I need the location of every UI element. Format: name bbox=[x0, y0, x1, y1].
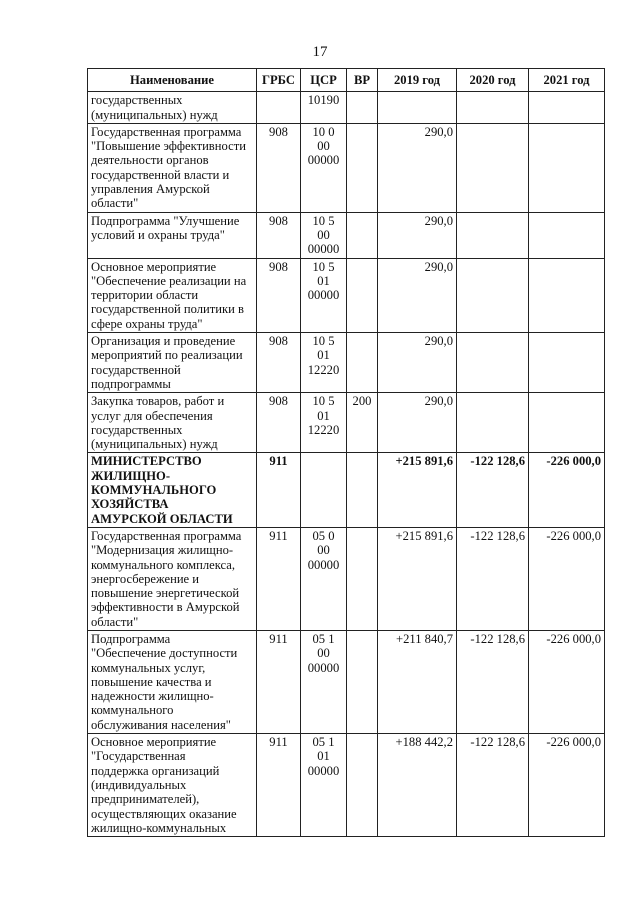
table-row bbox=[88, 92, 605, 124]
cell-csr: 10 0 00 00000 bbox=[301, 123, 347, 212]
cell-2021: -226 000,0 bbox=[529, 453, 605, 527]
table-row bbox=[88, 453, 605, 527]
header-vr: ВР bbox=[347, 69, 378, 92]
header-2019: 2019 год bbox=[378, 69, 457, 92]
cell-2020: -122 128,6 bbox=[457, 453, 529, 527]
cell-2019: +188 442,2 bbox=[378, 734, 457, 837]
header-grbs: ГРБС bbox=[257, 69, 301, 92]
table-row bbox=[88, 527, 605, 630]
cell-2021 bbox=[529, 258, 605, 332]
table-header-row bbox=[88, 69, 605, 92]
cell-csr: 10 5 01 12220 bbox=[301, 393, 347, 453]
cell-2020 bbox=[457, 92, 529, 124]
cell-2020 bbox=[457, 212, 529, 258]
cell-2021 bbox=[529, 212, 605, 258]
cell-csr: 05 0 00 00000 bbox=[301, 527, 347, 630]
cell-csr bbox=[301, 453, 347, 527]
cell-vr bbox=[347, 92, 378, 124]
cell-grbs: 908 bbox=[257, 333, 301, 393]
cell-2019: +211 840,7 bbox=[378, 630, 457, 733]
cell-2019: +215 891,6 bbox=[378, 527, 457, 630]
table-row bbox=[88, 734, 605, 837]
table-row bbox=[88, 258, 605, 332]
cell-name: МИНИСТЕРСТВО ЖИЛИЩНО- КОММУНАЛЬНОГО ХОЗЯЙСТВА АМУРСКОЙ ОБЛАСТИ bbox=[88, 453, 257, 527]
cell-2019: 290,0 bbox=[378, 393, 457, 453]
cell-vr bbox=[347, 527, 378, 630]
cell-2021 bbox=[529, 393, 605, 453]
cell-vr bbox=[347, 258, 378, 332]
header-2021: 2021 год bbox=[529, 69, 605, 92]
cell-2019: 290,0 bbox=[378, 123, 457, 212]
cell-vr bbox=[347, 333, 378, 393]
cell-grbs: 911 bbox=[257, 630, 301, 733]
cell-csr: 10 5 00 00000 bbox=[301, 212, 347, 258]
cell-grbs: 911 bbox=[257, 527, 301, 630]
cell-grbs: 908 bbox=[257, 212, 301, 258]
table-row bbox=[88, 212, 605, 258]
cell-2020 bbox=[457, 393, 529, 453]
cell-2019: 290,0 bbox=[378, 333, 457, 393]
cell-csr: 10 5 01 00000 bbox=[301, 258, 347, 332]
header-csr: ЦСР bbox=[301, 69, 347, 92]
header-2020: 2020 год bbox=[457, 69, 529, 92]
cell-name: Государственная программа "Модернизация жилищно- коммунального комплекса, энергосбережение и повышение энергетической эффективности в Амурской области" bbox=[88, 527, 257, 630]
cell-name: Основное мероприятие "Обеспечение реализации на территории области государственной политики в сфере охраны труда" bbox=[88, 258, 257, 332]
cell-name: государственных (муниципальных) нужд bbox=[88, 92, 257, 124]
cell-2021: -226 000,0 bbox=[529, 734, 605, 837]
cell-name: Подпрограмма "Обеспечение доступности коммунальных услуг, повышение качества и надежности жилищно- коммунального обслуживания населения" bbox=[88, 630, 257, 733]
cell-grbs: 911 bbox=[257, 734, 301, 837]
table-row bbox=[88, 393, 605, 453]
cell-csr: 05 1 01 00000 bbox=[301, 734, 347, 837]
cell-grbs: 911 bbox=[257, 453, 301, 527]
header-name: Наименование bbox=[88, 69, 257, 92]
cell-vr bbox=[347, 630, 378, 733]
cell-grbs: 908 bbox=[257, 393, 301, 453]
cell-csr: 10190 bbox=[301, 92, 347, 124]
cell-2020: -122 128,6 bbox=[457, 630, 529, 733]
cell-2021 bbox=[529, 92, 605, 124]
cell-vr bbox=[347, 123, 378, 212]
cell-name: Основное мероприятие "Государственная поддержка организаций (индивидуальных предпринимателей), осуществляющих оказание жилищно-коммунальных bbox=[88, 734, 257, 837]
cell-2021 bbox=[529, 123, 605, 212]
cell-2020 bbox=[457, 258, 529, 332]
cell-2020 bbox=[457, 123, 529, 212]
cell-2021: -226 000,0 bbox=[529, 527, 605, 630]
cell-2021 bbox=[529, 333, 605, 393]
cell-2020: -122 128,6 bbox=[457, 527, 529, 630]
cell-2021: -226 000,0 bbox=[529, 630, 605, 733]
cell-grbs: 908 bbox=[257, 258, 301, 332]
cell-name: Организация и проведение мероприятий по реализации государственной подпрограммы bbox=[88, 333, 257, 393]
table-row bbox=[88, 333, 605, 393]
page-number: 17 bbox=[312, 44, 328, 60]
cell-name: Государственная программа "Повышение эффективности деятельности органов государственной власти и управления Амурской области" bbox=[88, 123, 257, 212]
cell-vr bbox=[347, 734, 378, 837]
cell-2020 bbox=[457, 333, 529, 393]
cell-grbs: 908 bbox=[257, 123, 301, 212]
cell-csr: 10 5 01 12220 bbox=[301, 333, 347, 393]
cell-vr: 200 bbox=[347, 393, 378, 453]
cell-2019: 290,0 bbox=[378, 258, 457, 332]
cell-csr: 05 1 00 00000 bbox=[301, 630, 347, 733]
cell-2019 bbox=[378, 92, 457, 124]
table-row bbox=[88, 630, 605, 733]
table-row bbox=[88, 123, 605, 212]
cell-grbs bbox=[257, 92, 301, 124]
cell-name: Подпрограмма "Улучшение условий и охраны труда" bbox=[88, 212, 257, 258]
cell-2020: -122 128,6 bbox=[457, 734, 529, 837]
budget-table bbox=[87, 68, 605, 837]
cell-vr bbox=[347, 212, 378, 258]
table-body bbox=[88, 92, 605, 837]
cell-2019: 290,0 bbox=[378, 212, 457, 258]
cell-2019: +215 891,6 bbox=[378, 453, 457, 527]
cell-name: Закупка товаров, работ и услуг для обеспечения государственных (муниципальных) нужд bbox=[88, 393, 257, 453]
cell-vr bbox=[347, 453, 378, 527]
